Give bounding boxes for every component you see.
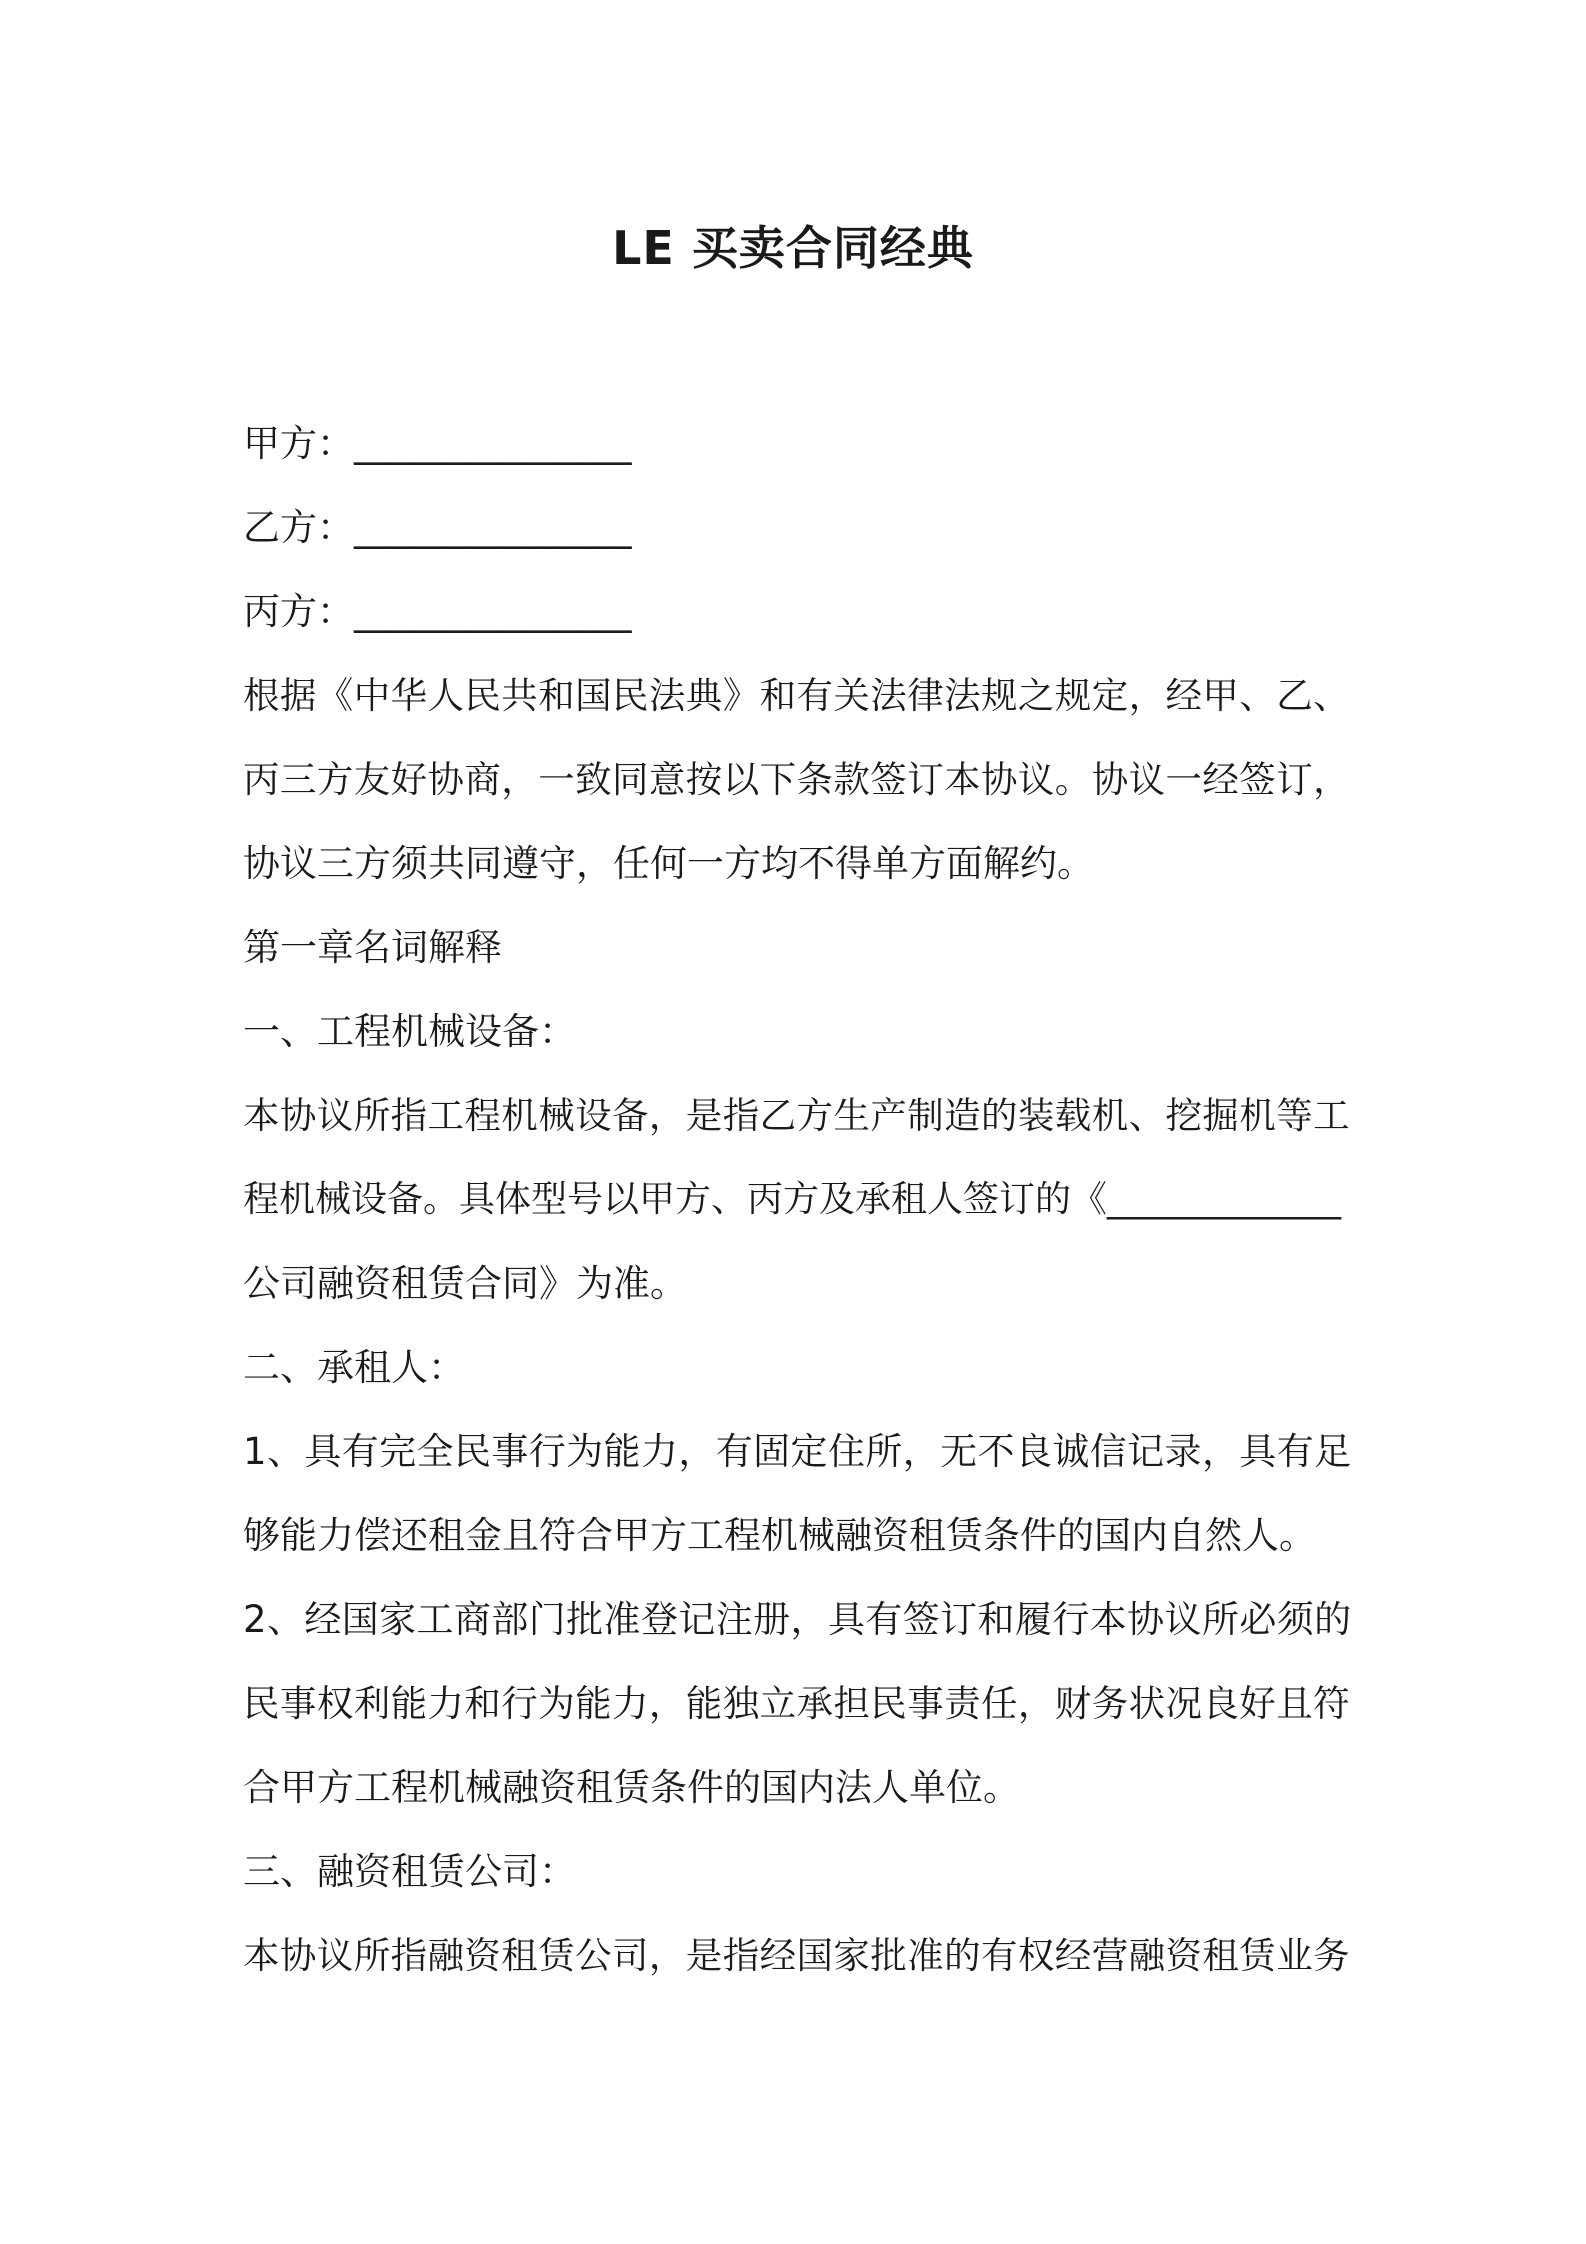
leasing-company-line-1: 本协议所指融资租赁公司，是指经国家批准的有权经营融资租赁业务: [243, 1934, 1350, 1977]
document-title: LE 买卖合同经典: [612, 221, 974, 275]
lessee-item2-line-1: 2、经国家工商部门批准登记注册，具有签订和履行本协议所必须的: [243, 1598, 1352, 1641]
section-heading-equipment: 一、工程机械设备：: [243, 1010, 576, 1053]
party-c-line: 丙方：_______________: [243, 590, 632, 633]
section-heading-leasing-company: 三、融资租赁公司：: [243, 1850, 576, 1893]
document-body: [243, 402, 1353, 1998]
party-b-line: 乙方：_______________: [243, 506, 632, 549]
equipment-line-3: 公司融资租赁合同》为准。: [243, 1262, 687, 1305]
preamble-line-3: 协议三方须共同遵守，任何一方均不得单方面解约。: [243, 842, 1094, 885]
lessee-item1-line-2: 够能力偿还租金且符合甲方工程机械融资租赁条件的国内自然人。: [243, 1514, 1316, 1557]
equipment-line-2: 程机械设备。具体型号以甲方、丙方及承租人签订的《_____________: [243, 1179, 1342, 1220]
lessee-item2-line-2: 民事权利能力和行为能力，能独立承担民事责任，财务状况良好且符: [243, 1682, 1350, 1725]
chapter-heading: 第一章名词解释: [243, 926, 502, 969]
preamble-line-2: 丙三方友好协商，一致同意按以下条款签订本协议。协议一经签订，: [243, 758, 1350, 801]
lessee-item1-line-1: 1、具有完全民事行为能力，有固定住所，无不良诚信记录，具有足: [243, 1430, 1352, 1473]
equipment-line-1: 本协议所指工程机械设备，是指乙方生产制造的装载机、挖掘机等工: [243, 1094, 1350, 1137]
party-a-line: 甲方：_______________: [243, 422, 632, 465]
section-heading-lessee: 二、承租人：: [243, 1346, 465, 1389]
lessee-item2-line-3: 合甲方工程机械融资租赁条件的国内法人单位。: [243, 1766, 1020, 1809]
preamble-line-1: 根据《中华人民共和国民法典》和有关法律法规之规定，经甲、乙、: [243, 674, 1350, 717]
